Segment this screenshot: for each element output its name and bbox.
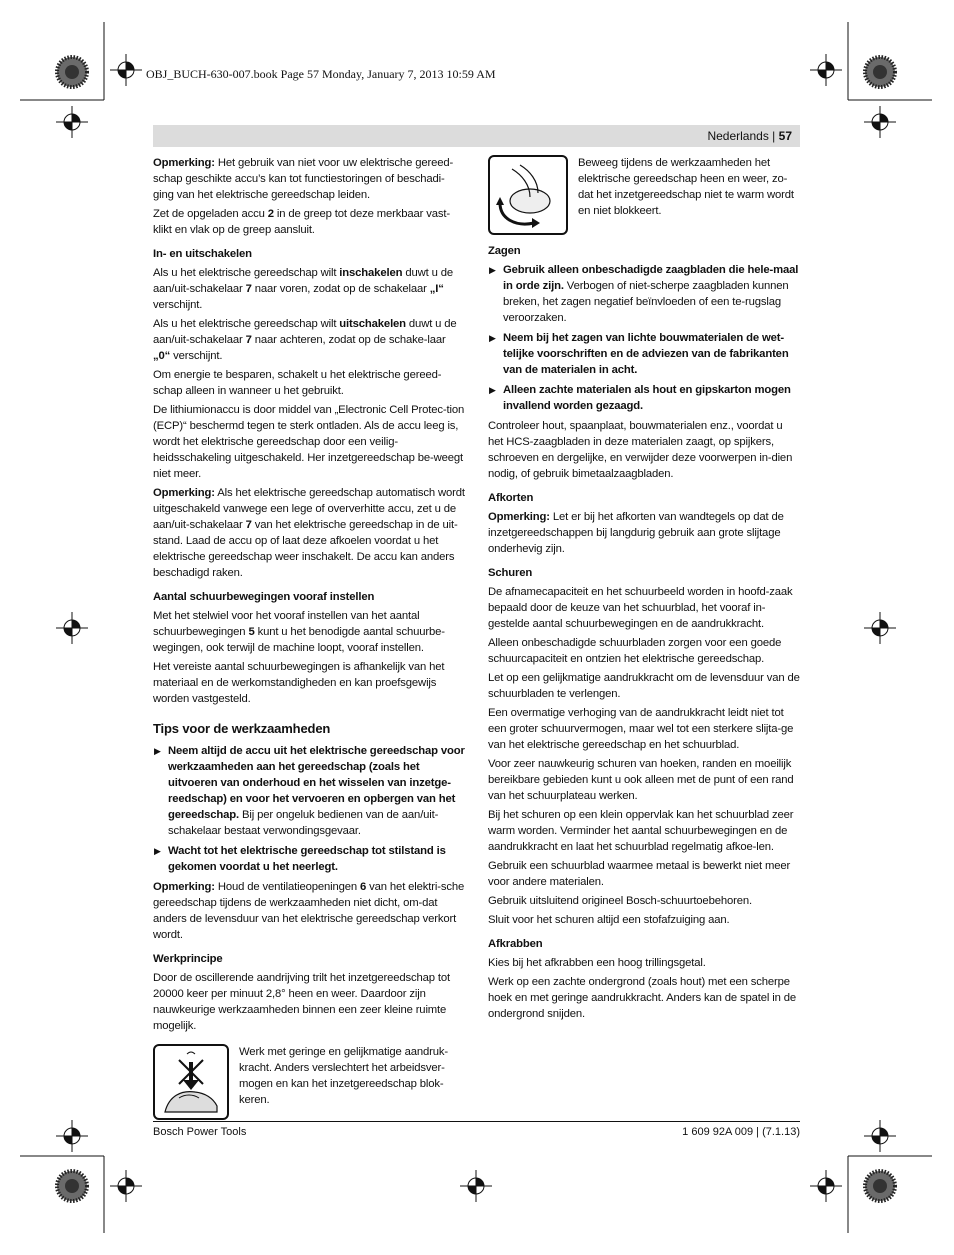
section-heading: In- en uitschakelen [153,248,252,260]
figure-caption: Beweeg tijdens de werkzaamheden het elektrische gereedschap heen en weer, zo-dat het inzetgereedschap niet te warm wordt en niet blokkeert. [578,157,794,217]
bullet-item: ▶ Wacht tot het elektrische gereedschap tot stilstand is gekomen voordat u het neerlegt. [154,845,446,873]
paragraph: Opmerking: Houd de ventilatieopeningen 6 van het elektri-sche gereedschap tijdens de werkzaamheden niet dicht, om-dat anders de levensduur van het elektrische gereedschap verkort wordt. [153,881,465,941]
paragraph: Alleen onbeschadigde schuurbladen zorgen voor een goede schuurcapaciteit en ontzien het elektrische gereedschap. [488,637,782,665]
page-header [153,125,800,147]
paragraph: Opmerking: Let er bij het afkorten van wandtegels op dat de inzetgereedschappen bij langdurig gebruik aan grote slijtage onderhevig zijn. [488,511,784,555]
paragraph: Opmerking: Het gebruik van niet voor uw elektrische gereed-schap geschikte accu’s kan tot functiestoringen of beschadi-ging van het elektrische gereedschap leiden. [153,157,454,201]
back-and-forth-illustration [488,155,568,235]
paragraph: Voor zeer nauwkeurig schuren van hoeken, randen en moeilijk bereikbare gebieden kunt u ook alleen met de punt of een rand van het schuurplateau werken. [488,758,794,802]
triangle-right-icon: ▶ [154,746,161,756]
paragraph: De afnamecapaciteit en het schuurbeeld worden in hoofd-zaak bepaald door de keuze van het schuurblad, het vooraf in-gestelde aantal schuurbewegingen en de aandrukkracht. [488,586,793,630]
paragraph: Door de oscillerende aandrijving trilt het inzetgereedschap tot 20000 keer per minuut 2,8° heen en weer. Daardoor zijn nauwkeurige werkzaamheden binnen een zeer kleine ruimte mogelijk. [153,972,451,1032]
figure-row [153,1044,465,1120]
bullet-item: ▶ Neem bij het zagen van lichte bouwmaterialen de wet-telijke voorschriften en de adviezen van de fabrikanten van de materialen in acht. [489,332,789,376]
paragraph: Zet de opgeladen accu 2 in de greep tot deze merkbaar vast-klikt en vlak op de greep aansluit. [153,208,450,236]
paragraph: Een overmatige verhoging van de aandrukkracht leidt niet tot een groter schuurvermogen, maar wel tot een sterkere slijta-ge van het elektrische gereedschap en het schuurblad. [488,707,794,751]
figure-caption: Werk met geringe en gelijkmatige aandruk-kracht. Anders verslechtert het arbeidsver-mogen en kan het inzetgereedschap blok-keren. [239,1046,449,1106]
crop-header-text: OBJ_BUCH-630-007.book Page 57 Monday, January 7, 2013 10:59 AM [146,67,496,81]
paragraph: Let op een gelijkmatige aandrukkracht om de levensduur van de schuurbladen te verlengen. [488,672,800,700]
paragraph: Als u het elektrische gereedschap wilt inschakelen duwt u de aan/uit-schakelaar 7 naar voren, zodat op de schakelaar „I“ verschijnt. [153,267,453,311]
header-separator: | [772,129,776,143]
section-title: Tips voor de werkzaamheden [153,721,331,736]
section-heading: Afkrabben [488,938,543,950]
bullet-item: ▶ Gebruik alleen onbeschadigde zaagbladen die hele-maal in orde zijn. Verbogen of niet-scherpe zaagbladen kunnen breken, het zagen negatief beïnvloeden of een te-rugslag veroorzaken. [489,264,799,324]
paragraph: De lithiumionaccu is door middel van „Electronic Cell Protec-tion (ECP)“ beschermd tegen te sterk ontladen. Als de accu leeg is, wordt het elektrische gereedschap door een veilig-heidsschakeling uitgeschakeld. Her inzetgereedschap be-weegt niet meer. [153,404,465,480]
paragraph: Gebruik uitsluitend origineel Bosch-schuurtoebehoren. [488,895,752,907]
footer-brand: Bosch Power Tools [153,1126,247,1138]
paragraph: Sluit voor het schuren altijd een stofafzuiging aan. [488,914,730,926]
section-heading: Afkorten [488,492,534,504]
page-number: 57 [778,129,792,143]
paragraph: Controleer hout, spaanplaat, bouwmaterialen enz., voordat u het HCS-zaagbladen in deze materialen zaagt, op spijkers, schroeven en dergelijke, en verwijder deze voorwerpen in-dien nodig, of gebruik bimetaalzaagbladen. [488,420,793,480]
left-column [153,155,465,1126]
header-text [707,129,792,143]
bullet-item: ▶ Alleen zachte materialen als hout en gipskarton mogen invallend worden gezaagd. [489,384,791,412]
right-column [488,155,800,1025]
section-heading: Aantal schuurbewegingen vooraf instellen [153,591,375,603]
section-heading: Zagen [488,245,521,257]
figure-row [488,155,800,235]
paragraph: Om energie te besparen, schakelt u het elektrische gereed-schap alleen in wanneer u het gebruikt. [153,369,442,397]
section-heading: Schuren [488,567,533,579]
triangle-right-icon: ▶ [489,385,496,395]
paragraph: Bij het schuren op een klein oppervlak kan het schuurblad zeer warm worden. Verminder het aantal schuurbewegingen en de aandrukkracht en laat het schuurblad regelmatig afkoe-len. [488,809,794,853]
triangle-right-icon: ▶ [154,846,161,856]
paragraph: Opmerking: Als het elektrische gereedschap automatisch wordt uitgeschakeld vanwege een lege of oververhitte accu, zet u de aan/uit-schakelaar 7 van het elektrische gereedschap in de uit-stand. Laad de accu op of laat deze afkoelen voordat u het elektrische gereedschap weer inschakelt. De accu kan anders beschadigd raken. [153,487,465,579]
footer-divider [153,1121,800,1122]
section-heading: Werkprincipe [153,953,223,965]
bullet-item: ▶ Neem altijd de accu uit het elektrische gereedschap voor werkzaamheden aan het gereedschap (zoals het uitvoeren van onderhoud en het wisselen van inzetge-reedschap) en voor het vervoeren en opbergen van het gereedschap. Bij per ongeluk bedienen van de aan/uit-schakelaar bestaat verwondingsgevaar. [154,745,465,837]
paragraph: Kies bij het afkrabben een hoog trillingsgetal. [488,957,706,969]
paragraph: Als u het elektrische gereedschap wilt uitschakelen duwt u de aan/uit-schakelaar 7 naar achteren, zodat op de schake-laar „0“ verschijnt. [153,318,457,362]
footer-doc-number: 1 609 92A 009 | (7.1.13) [682,1126,800,1138]
paragraph: Werk op een zachte ondergrond (zoals hout) met een scherpe hoek en met geringe aandrukkracht. Anders kan de spatel in de ondergrond snijden. [488,976,796,1020]
header-language: Nederlands [707,129,769,143]
paragraph: Met het stelwiel voor het vooraf instellen van het aantal schuurbewegingen 5 kunt u het benodigde aantal schuurbe-wegingen, ook terwijl de machine loopt, vooraf instellen. [153,610,445,654]
paragraph: Het vereiste aantal schuurbewegingen is afhankelijk van het materiaal en de werkomstandigheden en kan proefsgewijs worden vastgesteld. [153,661,445,705]
triangle-right-icon: ▶ [489,333,496,343]
pressure-hand-illustration [153,1044,229,1120]
paragraph: Gebruik een schuurblad waarmee metaal is bewerkt niet meer voor andere materialen. [488,860,791,888]
triangle-right-icon: ▶ [489,265,496,275]
